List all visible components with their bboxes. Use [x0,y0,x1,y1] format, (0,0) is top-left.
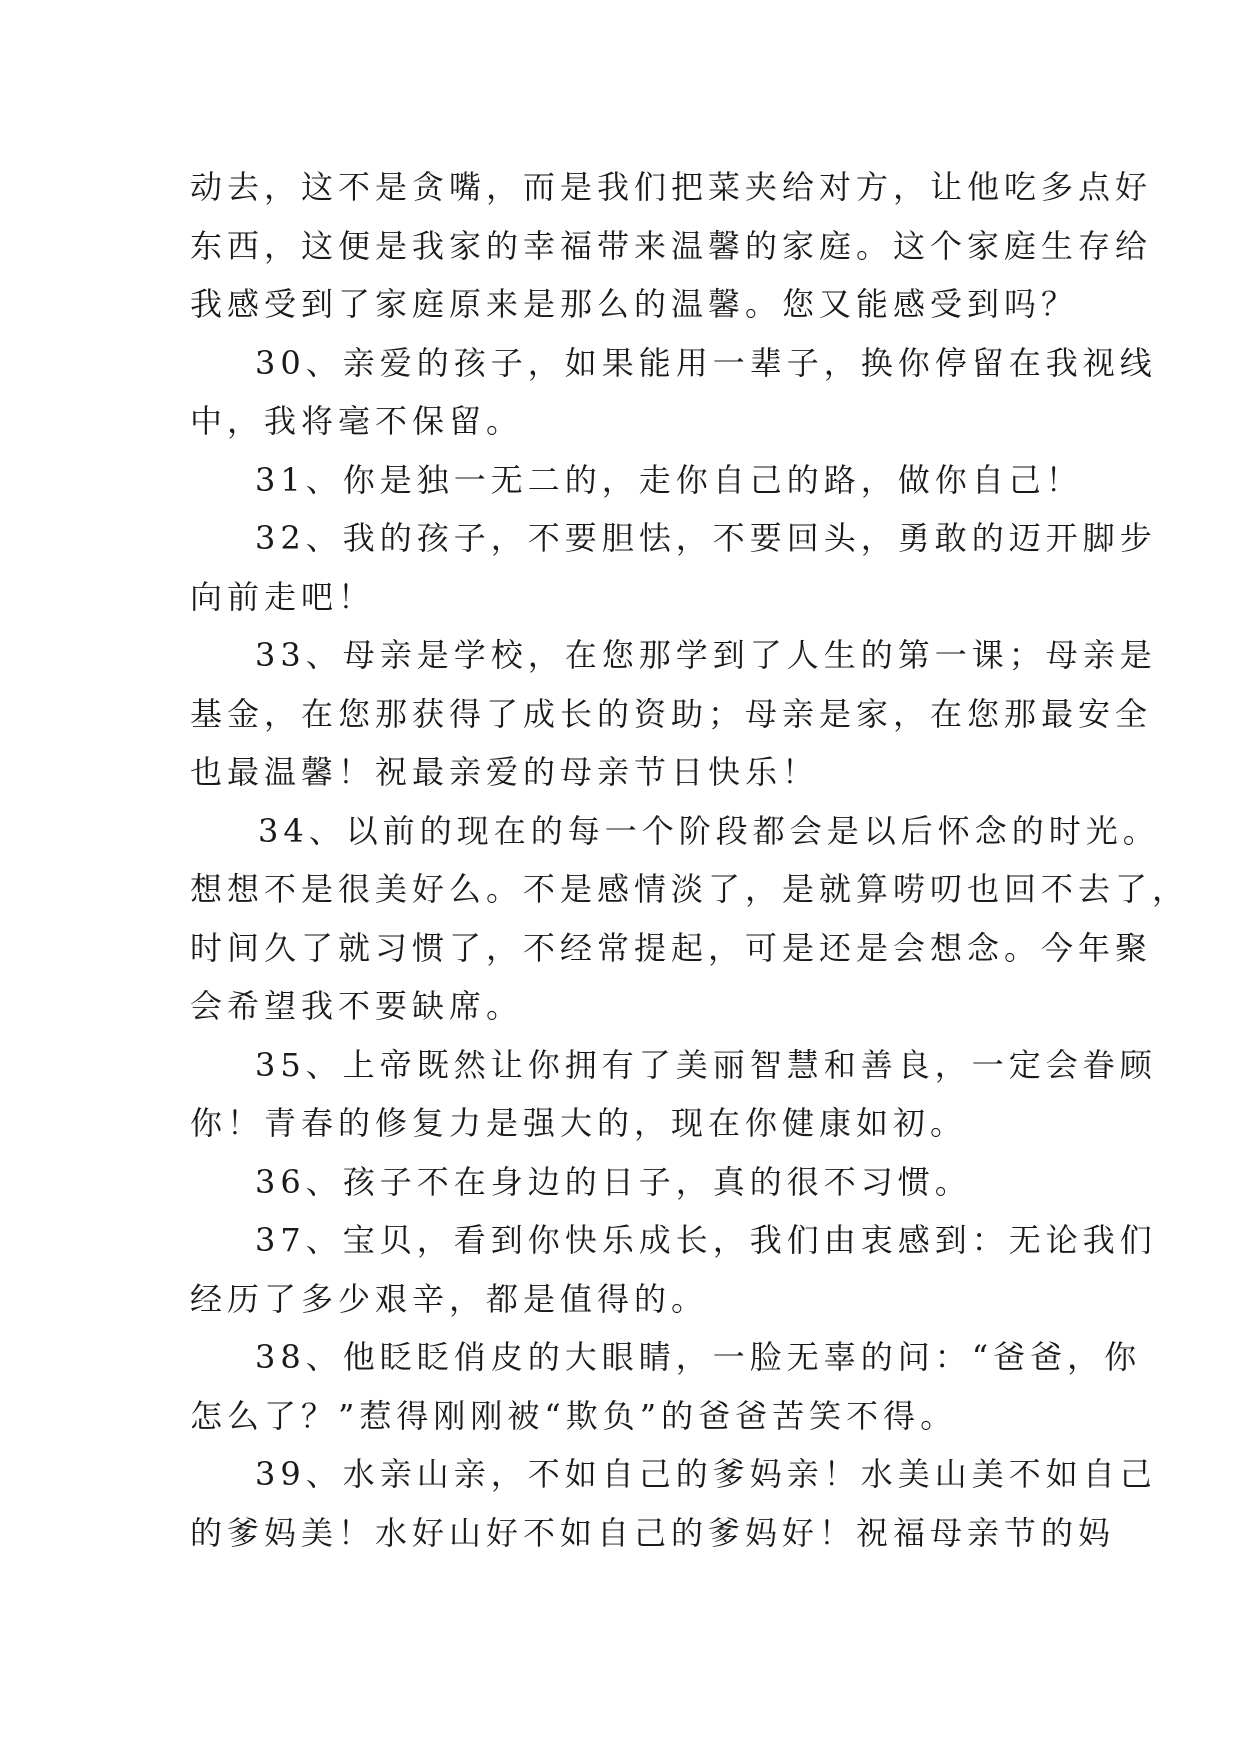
item-35-line: 35、上帝既然让你拥有了美丽智慧和善良，一定会眷顾 [255,1045,1157,1084]
item-37-line: 37、宝贝，看到你快乐成长，我们由衷感到：无论我们 [255,1221,1157,1259]
item-31-line: 31、你是独一无二的，走你自己的路，做你自己！ [255,460,1083,499]
text-line: 向前走吧！ [190,577,376,616]
item-36-line: 36、孩子不在身边的日子，真的很不习惯。 [255,1162,972,1201]
text-line: 你！青春的修复力是强大的，现在你健康如初。 [190,1104,968,1142]
text-line: 我感受到了家庭原来是那么的温馨。您又能感受到吗？ [190,285,1079,323]
text-line: 经历了多少艰辛，都是值得的。 [190,1279,709,1318]
document-body [190,158,1190,1562]
item-32-line: 32、我的孩子，不要胆怯，不要回头，勇敢的迈开脚步 [255,519,1157,557]
text-line: 怎么了？”惹得刚刚被“欺负”的爸爸苦笑不得。 [190,1396,958,1435]
text-line: 时间久了就习惯了，不经常提起，可是还是会想念。今年聚 [190,928,1153,967]
item-39-line: 39、水亲山亲，不如自己的爹妈亲！水美山美不如自己 [255,1455,1157,1493]
item-38-line: 38、他眨眨俏皮的大眼睛，一脸无辜的问：“爸爸，你 [255,1338,1142,1376]
text-line: 想想不是很美好么。不是感情淡了，是就算唠叨也回不去了， [190,870,1190,908]
text-line: 基金，在您那获得了成长的资助；母亲是家，在您那最安全 [190,694,1153,733]
item-34-line: 34、以前的现在的每一个阶段都会是以后怀念的时光。 [258,811,1160,850]
item-33-line: 33、母亲是学校，在您那学到了人生的第一课；母亲是 [255,636,1157,674]
text-line: 中，我将毫不保留。 [190,402,524,440]
text-line: 动去，这不是贪嘴，而是我们把菜夹给对方，让他吃多点好 [190,168,1153,206]
text-line: 会希望我不要缺席。 [190,987,524,1025]
text-line: 的爹妈美！水好山好不如自己的爹妈好！祝福母亲节的妈 [190,1513,1116,1552]
item-30-line: 30、亲爱的孩子，如果能用一辈子，换你停留在我视线 [255,343,1157,382]
text-line: 东西，这便是我家的幸福带来温馨的家庭。这个家庭生存给 [190,226,1153,265]
text-line: 也最温馨！祝最亲爱的母亲节日快乐！ [190,753,820,791]
